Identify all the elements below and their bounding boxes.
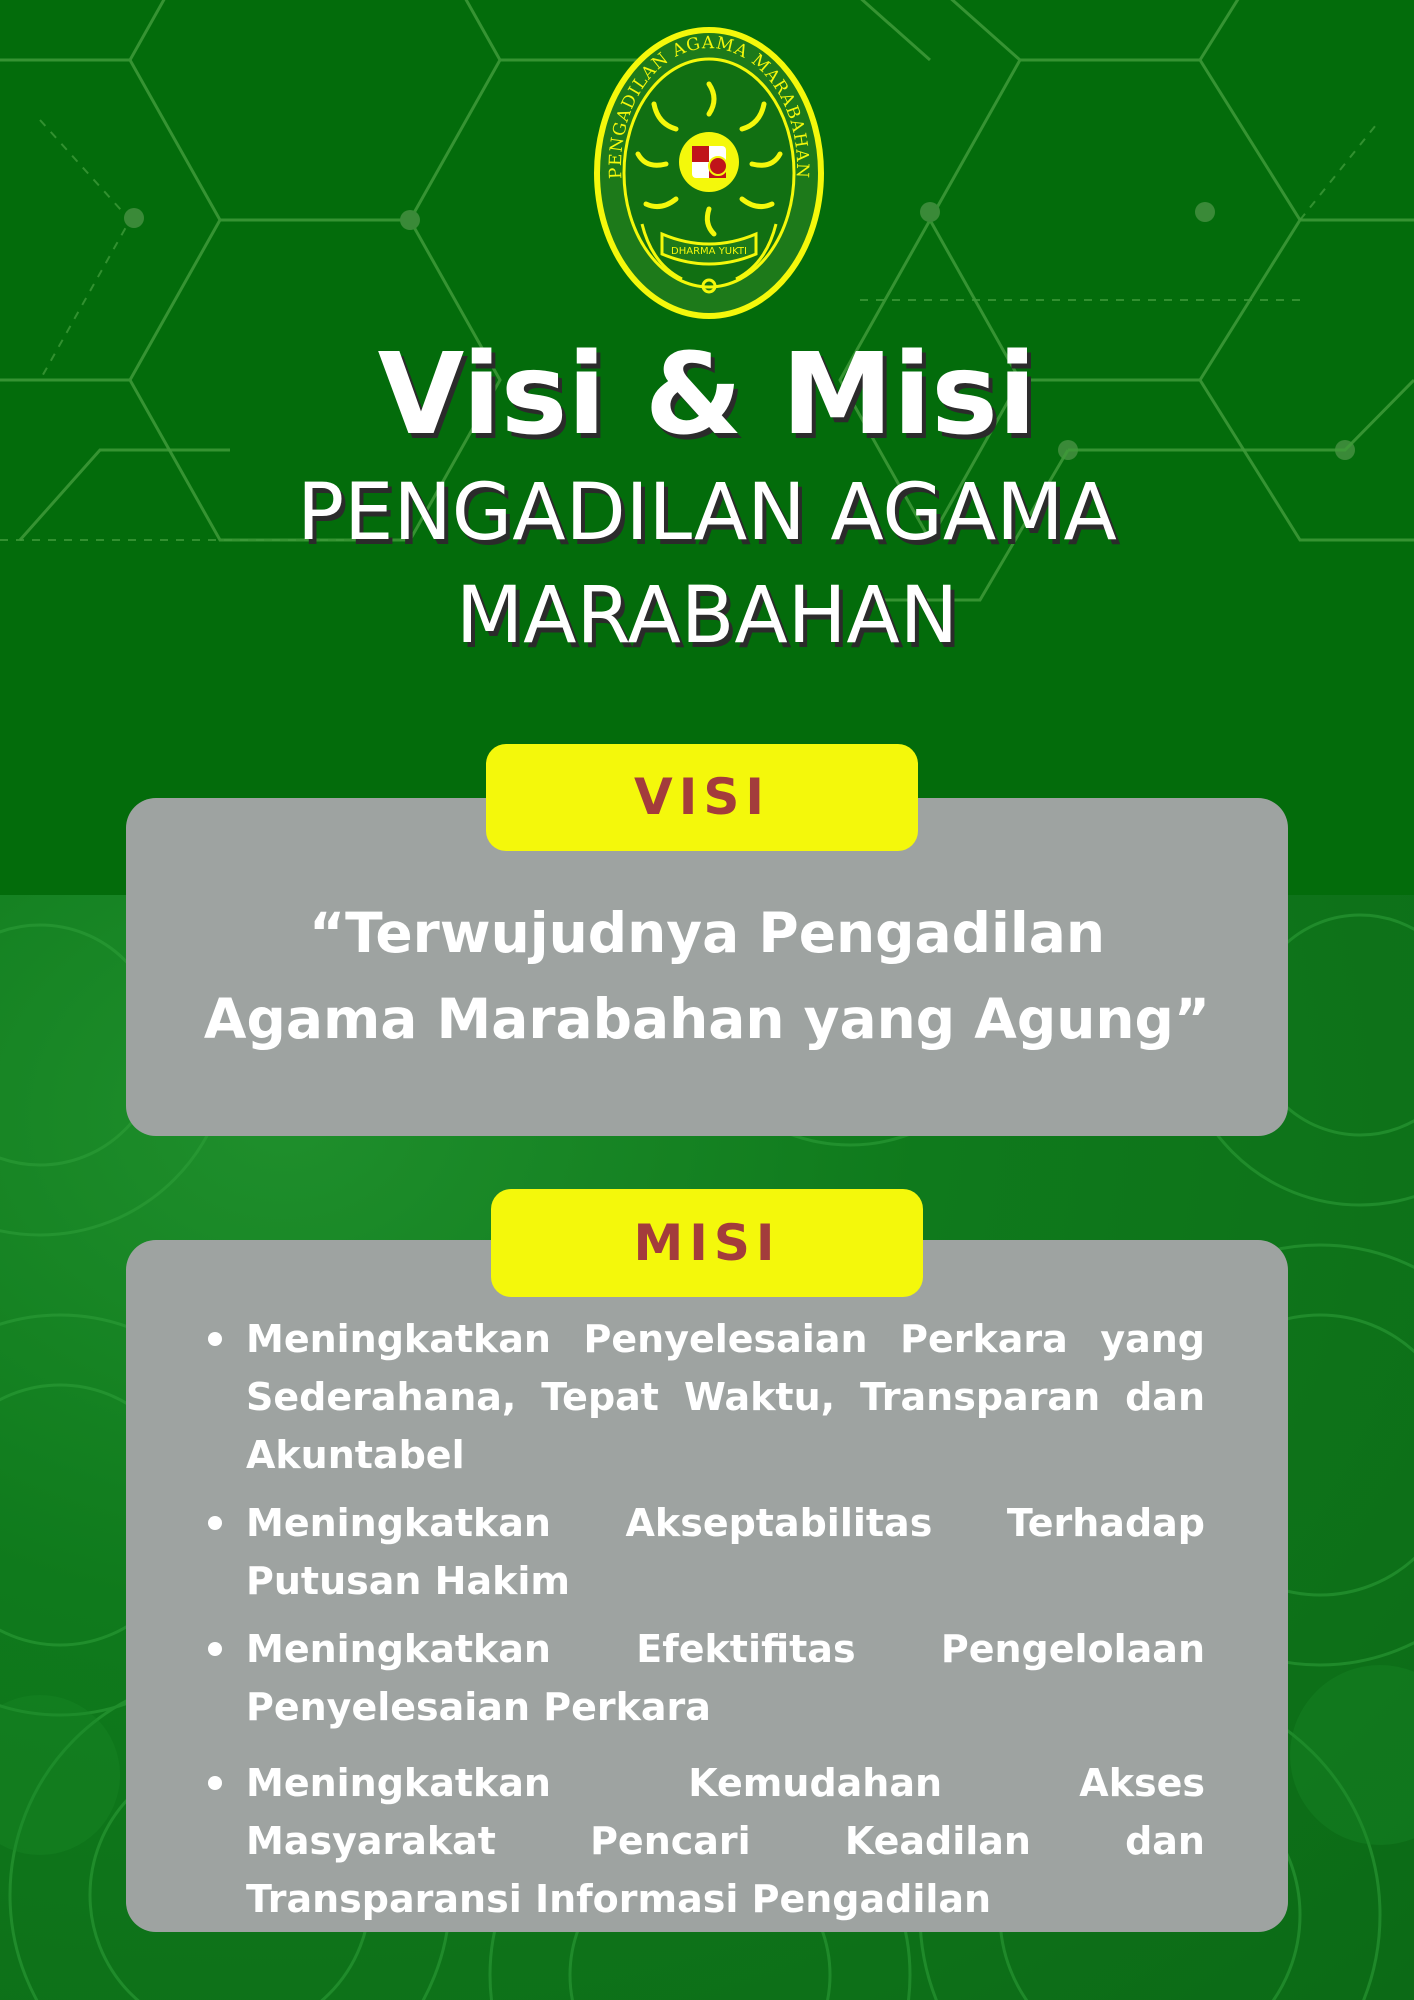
visi-statement-line-2: Agama Marabahan yang Agung” bbox=[203, 987, 1211, 1051]
court-emblem-logo bbox=[592, 24, 826, 322]
misi-item-text: Meningkatkan Akseptabilitas Terhadap Putusan Hakim bbox=[246, 1501, 1205, 1603]
bullet-icon bbox=[208, 1642, 222, 1656]
page-subtitle-line-1: PENGADILAN AGAMA bbox=[297, 468, 1117, 558]
svg-text:DHARMA YUKTI: DHARMA YUKTI bbox=[671, 246, 747, 257]
misi-list-item bbox=[200, 1494, 1205, 1610]
misi-list-item bbox=[200, 1754, 1205, 1928]
misi-item-text: Meningkatkan Efektifitas Pengelolaan Penyelesaian Perkara bbox=[246, 1627, 1205, 1729]
misi-label-badge: MISI bbox=[491, 1189, 923, 1297]
visi-label-badge: VISI bbox=[486, 744, 918, 851]
misi-list-item bbox=[200, 1310, 1205, 1484]
misi-list-item bbox=[200, 1620, 1205, 1736]
page-title: Visi & Misi bbox=[377, 330, 1037, 460]
misi-item-text: Meningkatkan Kemudahan Akses Masyarakat Pencari Keadilan dan Transparansi Informasi Pengadilan bbox=[246, 1761, 1205, 1921]
misi-list bbox=[200, 1310, 1205, 1938]
bullet-icon bbox=[208, 1332, 222, 1346]
visi-statement-line-1: “Terwujudnya Pengadilan bbox=[309, 901, 1105, 965]
visi-statement bbox=[126, 890, 1288, 1062]
svg-text:PENGADILAN AGAMA MARABAHAN: PENGADILAN AGAMA MARABAHAN bbox=[605, 33, 813, 180]
bullet-icon bbox=[208, 1776, 222, 1790]
misi-item-text: Meningkatkan Penyelesaian Perkara yang Sederahana, Tepat Waktu, Transparan dan Akuntabel bbox=[246, 1317, 1205, 1477]
page-subtitle-line-2: MARABAHAN bbox=[455, 571, 959, 661]
bullet-icon bbox=[208, 1516, 222, 1530]
